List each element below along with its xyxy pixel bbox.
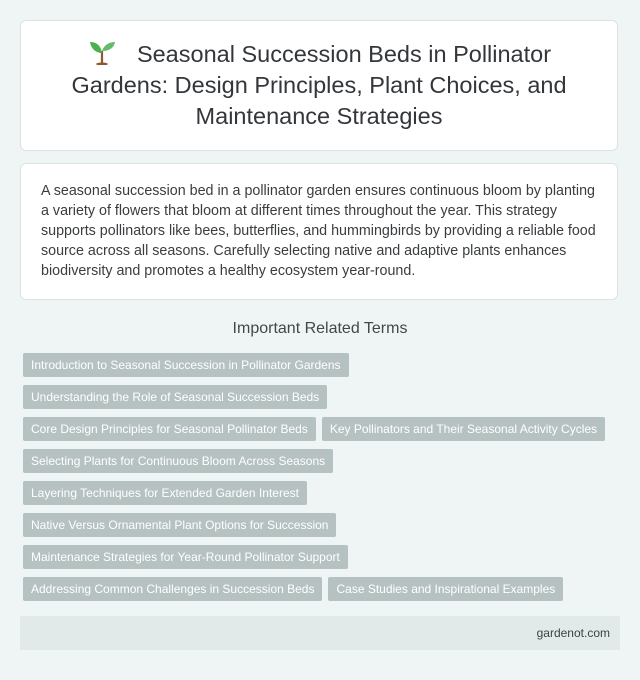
related-term-tag[interactable]: Understanding the Role of Seasonal Succession Beds xyxy=(23,385,327,409)
footer xyxy=(20,616,620,650)
summary-text: A seasonal succession bed in a pollinator garden ensures continuous bloom by planting a variety of flowers that bloom at different times throughout the year. This strategy supports pollinators like bees, butterflies, and hummingbirds by providing a reliable food source across all seasons. Carefully selecting native and adaptive plants enhances biodiversity and promotes a healthy ecosystem year-round. xyxy=(41,183,596,279)
related-term-tag[interactable]: Maintenance Strategies for Year-Round Pollinator Support xyxy=(23,545,348,569)
summary-card xyxy=(20,163,618,300)
related-term-tag[interactable]: Case Studies and Inspirational Examples xyxy=(328,577,563,601)
title-card xyxy=(20,20,618,151)
related-term-tag[interactable]: Layering Techniques for Extended Garden Interest xyxy=(23,481,307,505)
related-terms-list xyxy=(23,353,623,609)
page-title-text: Seasonal Succession Beds in Pollinator Gardens: Design Principles, Plant Choices, and Maintenance Strategies xyxy=(71,41,567,129)
page-title xyxy=(61,39,577,132)
sprout-icon xyxy=(87,39,117,65)
footer-site-link[interactable]: gardenot.com xyxy=(536,626,610,640)
related-term-tag[interactable]: Core Design Principles for Seasonal Pollinator Beds xyxy=(23,417,316,441)
related-term-tag[interactable]: Selecting Plants for Continuous Bloom Across Seasons xyxy=(23,449,333,473)
related-term-tag[interactable]: Introduction to Seasonal Succession in Pollinator Gardens xyxy=(23,353,349,377)
related-term-tag[interactable]: Native Versus Ornamental Plant Options for Succession xyxy=(23,513,336,537)
related-terms-heading: Important Related Terms xyxy=(232,320,408,337)
related-term-tag[interactable]: Key Pollinators and Their Seasonal Activity Cycles xyxy=(322,417,605,441)
related-term-tag[interactable]: Addressing Common Challenges in Succession Beds xyxy=(23,577,322,601)
